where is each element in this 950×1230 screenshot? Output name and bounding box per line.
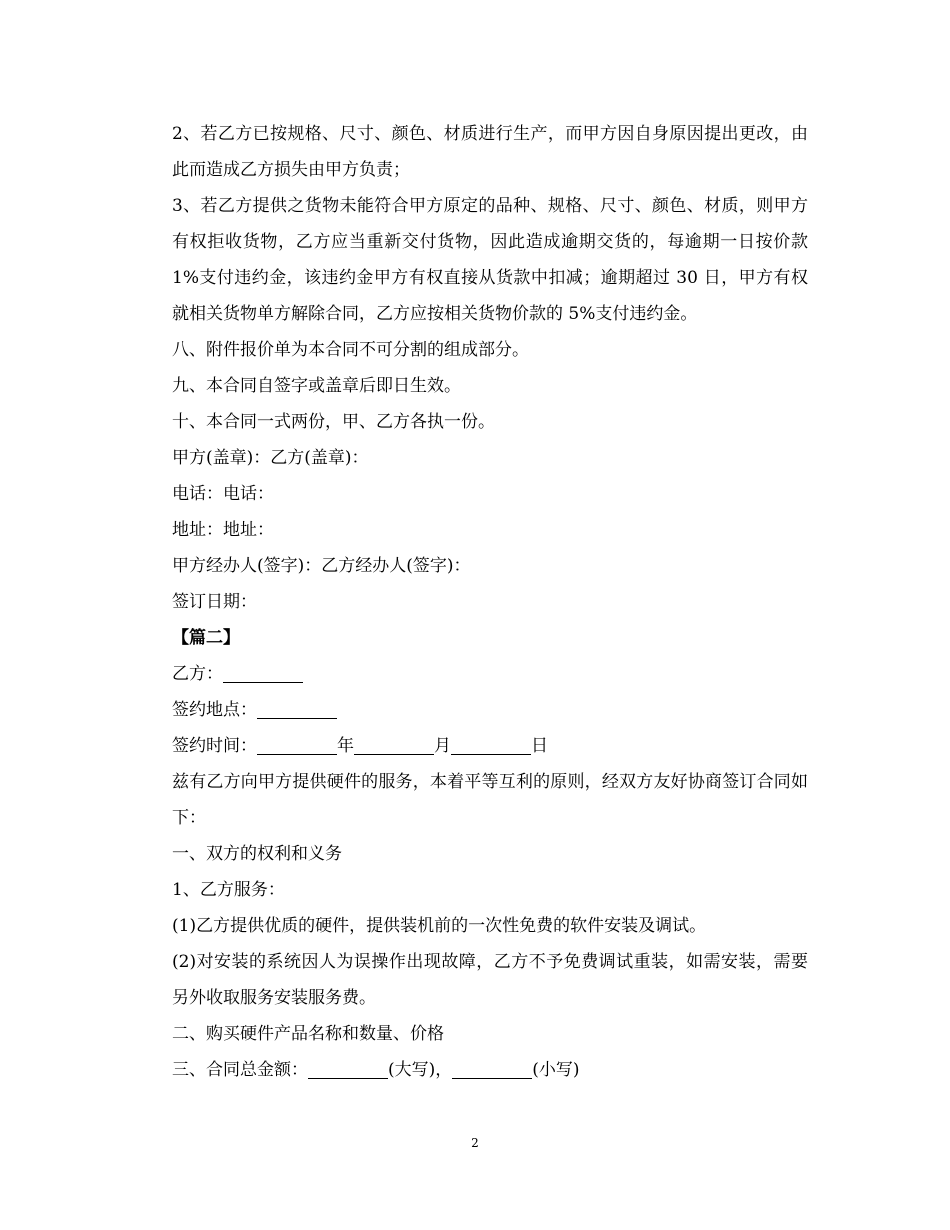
paragraph-clause-2: 2、若乙方已按规格、尺寸、颜色、材质进行生产，而甲方因自身原因提出更改，由此而造成乙方损失由甲方负责；: [172, 124, 808, 180]
paragraph-article-9: 九、本合同自签字或盖章后即日生效。: [172, 376, 461, 396]
amount-figures-unit: (小写): [532, 1060, 580, 1080]
amount-words-unit: (大写)，: [388, 1060, 453, 1080]
party-b-blank: [223, 662, 303, 683]
address-line: 地址：地址：: [172, 520, 274, 540]
paragraph-service-1: (1)乙方提供优质的硬件，提供装机前的一次性免费的软件安装及调试。: [172, 916, 707, 936]
paragraph-article-10: 十、本合同一式两份，甲、乙方各执一份。: [172, 412, 495, 432]
day-blank: [451, 734, 531, 755]
party-b-line: [138, 656, 808, 692]
sign-place-label: 签约地点：: [172, 700, 257, 720]
page-number: 2: [471, 1136, 479, 1150]
month-blank: [354, 734, 434, 755]
day-unit: 日: [531, 736, 548, 756]
paragraph-service: 1、乙方服务：: [172, 880, 285, 900]
paragraph-rights-duties: 一、双方的权利和义务: [172, 844, 342, 864]
total-amount-line: [138, 1052, 808, 1088]
agent-signature-line: 甲方经办人(签字)：乙方经办人(签字)：: [172, 556, 471, 576]
sign-place-blank: [257, 698, 337, 719]
paragraph-article-8: 八、附件报价单为本合同不可分割的组成部分。: [172, 340, 529, 360]
sign-time-label: 签约时间：: [172, 736, 257, 756]
amount-words-blank: [308, 1058, 388, 1079]
paragraph-service-2: (2)对安装的系统因人为误操作出现故障，乙方不予免费调试重装，如需安装，需要另外收取服务安装服务费。: [172, 952, 808, 1008]
document-body: [138, 116, 808, 1088]
paragraph-clause-3: 3、若乙方提供之货物未能符合甲方原定的品种、规格、尺寸、颜色、材质，则甲方有权拒收货物，乙方应当重新交付货物，因此造成逾期交货的，每逾期一日按价款 1%支付违约金，该违约金甲方有权直接从货款中扣减；逾期超过 30 日，甲方有权就相关货物单方解除合同，乙方应按相关货物价款的 5%支付违约金。: [172, 196, 808, 324]
paragraph-preamble: 兹有乙方向甲方提供硬件的服务，本着平等互利的原则，经双方友好协商签订合同如下：: [172, 772, 808, 828]
party-b-label: 乙方：: [172, 664, 223, 684]
section-heading: 【篇二】: [172, 628, 240, 648]
year-unit: 年: [337, 736, 354, 756]
month-unit: 月: [434, 736, 451, 756]
signature-seal-line: 甲方(盖章)：乙方(盖章)：: [172, 448, 369, 468]
year-blank: [257, 734, 337, 755]
sign-time-line: [138, 728, 808, 764]
phone-line: 电话：电话：: [172, 484, 274, 504]
amount-figures-blank: [452, 1058, 532, 1079]
total-amount-label: 三、合同总金额：: [172, 1060, 308, 1080]
sign-place-line: [138, 692, 808, 728]
paragraph-products: 二、购买硬件产品名称和数量、价格: [172, 1024, 444, 1044]
sign-date-line: 签订日期：: [172, 592, 257, 612]
